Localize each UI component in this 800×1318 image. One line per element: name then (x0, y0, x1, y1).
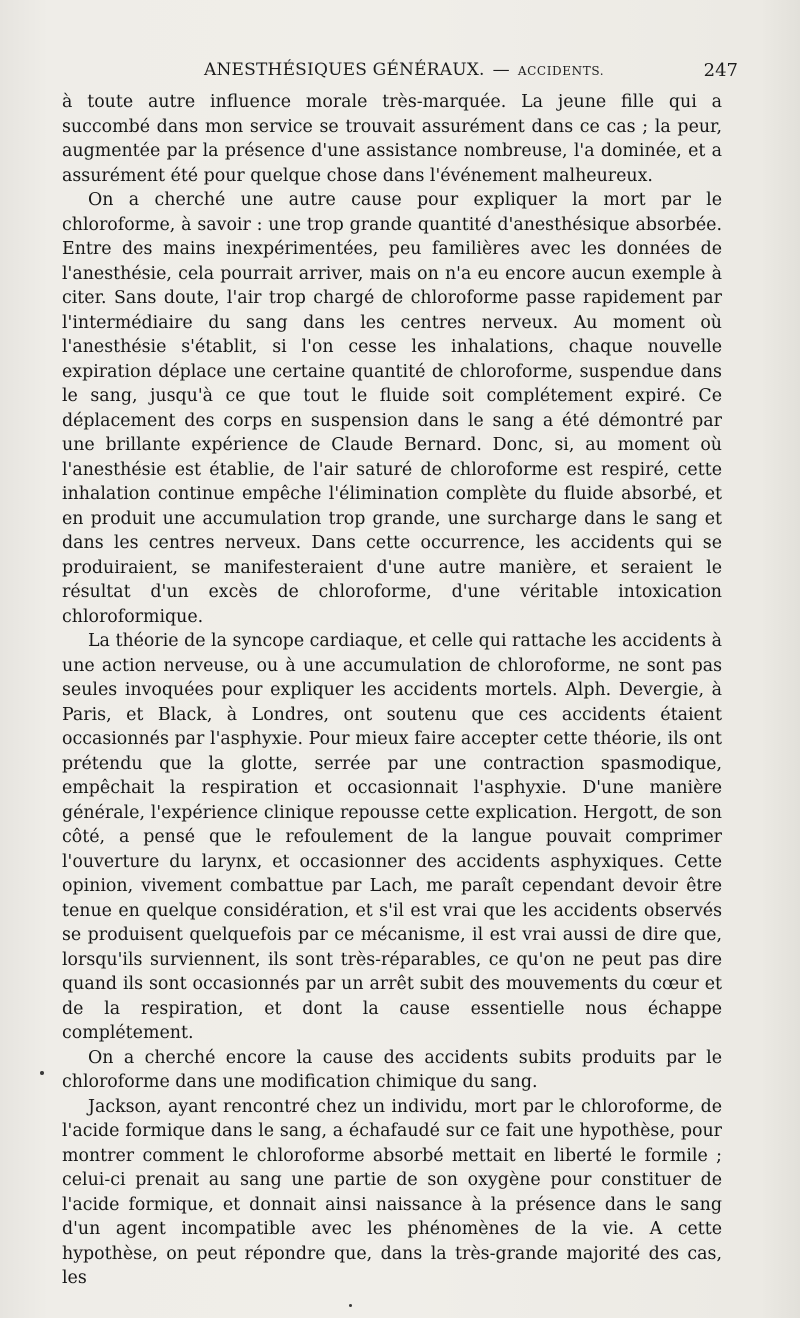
paragraph: La théorie de la syncope cardiaque, et celle qui rattache les accidents à une action nerveuse, ou à une accumulation de chloroforme, ne sont pas seules invoquées pour expliquer les accidents mortels. Alph. Devergie, à Paris, et Black, à Londres, ont soutenu que ces accidents étaient occasionnés par l'asphyxie. Pour mieux faire accepter cette théorie, ils ont prétendu que la glotte, serrée par une contraction spasmodique, empêchait la respiration et occasionnait l'asphyxie. D'une manière générale, l'expérience clinique repousse cette explication. Hergott, de son côté, a pensé que le refoulement de la langue pouvait comprimer l'ouverture du larynx, et occasionner des accidents asphyxiques. Cette opinion, vivement combattue par Lach, me paraît cependant devoir être tenue en quelque considération, et s'il est vrai que les accidents observés se produisent quelquefois par ce mécanisme, il est vrai aussi de dire que, lorsqu'ils surviennent, ils sont très-réparables, ce qu'on ne peut pas dire quand ils sont occasionnés par un arrêt subit des mouvements du cœur et de la respiration, et dont la cause essentielle nous échappe complétement. (62, 631, 722, 1043)
paragraph: Jackson, ayant rencontré chez un individu, mort par le chloroforme, de l'acide formique dans le sang, a échafaudé sur ce fait une hypothèse, pour montrer comment le chloroforme absorbé mettait en liberté le formile ; celui-ci prenait au sang une partie de son oxygène pour constituer de l'acide formique, et donnait ainsi naissance à la présence dans le sang d'un agent incompatible avec les phénomènes de la vie. A cette hypothèse, on peut répondre que, dans la très-grande majorité des cas, les (62, 1096, 722, 1288)
header-separator: — (492, 60, 510, 80)
header-subtitle: ACCIDENTS. (517, 64, 605, 78)
running-title (204, 60, 604, 80)
paragraph-continued: à toute autre influence morale très-marquée. La jeune fille qui a succombé dans mon service se trouvait assurément dans ce cas ; la peur, augmentée par la présence d'une assistance nombreuse, l'a dominée, et a assurément été pour quelque chose dans l'événement malheureux. (62, 92, 722, 186)
running-header (62, 60, 738, 86)
page-number: 247 (703, 60, 738, 81)
body-text (62, 90, 722, 1291)
ink-speck (40, 1071, 44, 1075)
ink-speck (349, 1304, 352, 1307)
header-title: ANESTHÉSIQUES GÉNÉRAUX. (204, 60, 485, 80)
paragraph: On a cherché encore la cause des accidents subits produits par le chloroforme dans une modification chimique du sang. (62, 1047, 722, 1092)
paragraph: On a cherché une autre cause pour expliquer la mort par le chloroforme, à savoir : une trop grande quantité d'anesthésique absorbée. Entre des mains inexpérimentées, peu familières avec les données de l'anesthésie, cela pourrait arriver, mais on n'a eu encore aucun exemple à citer. Sans doute, l'air trop chargé de chloroforme passe rapidement par l'intermédiaire du sang dans les centres nerveux. Au moment où l'anesthésie s'établit, si l'on cesse les inhalations, chaque nouvelle expiration déplace une certaine quantité de chloroforme, suspendue dans le sang, jusqu'à ce que tout le fluide soit complétement expiré. Ce déplacement des corps en suspension dans le sang a été démontré par une brillante expérience de Claude Bernard. Donc, si, au moment où l'anesthésie est établie, de l'air saturé de chloroforme est respiré, cette inhalation continue empêche l'élimination complète du fluide absorbé, et en produit une accumulation trop grande, une surcharge dans le sang et dans les centres nerveux. Dans cette occurrence, les accidents qui se produiraient, se manifesteraient d'une autre manière, et seraient le résultat d'un excès de chloroforme, d'une véritable intoxication chloroformique. (62, 190, 722, 627)
